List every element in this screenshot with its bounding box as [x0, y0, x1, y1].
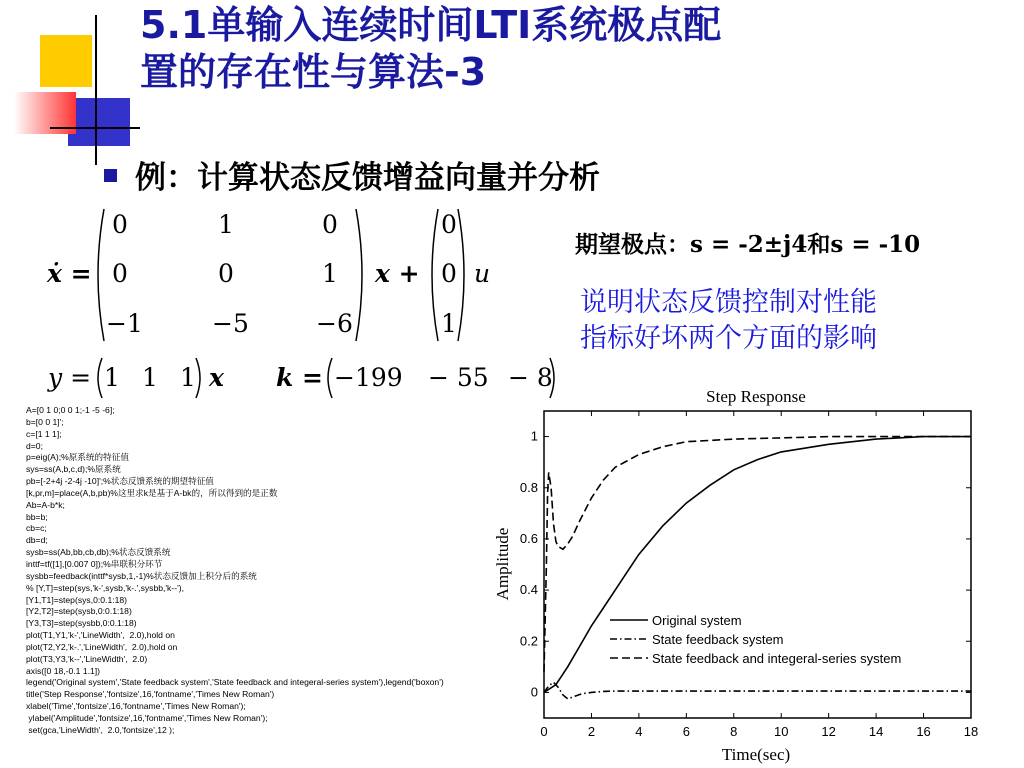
x-tick-label: 6 [682, 724, 690, 739]
code-line: [Y3,T3]=step(sysbb,0:0.1:18) [26, 618, 137, 629]
x-plus-label: x + [375, 259, 420, 288]
y-tick-label: 0.8 [519, 479, 538, 495]
code-line: A=[0 1 0;0 0 1;-1 -5 -6]; [26, 405, 115, 415]
B-vector-left-paren [424, 207, 440, 343]
code-line: plot(T1,Y1,'k-','LineWidth', 2.0),hold on [26, 630, 175, 641]
A-matrix-cell: 0 [112, 210, 128, 239]
code-line: bb=b; [26, 511, 48, 522]
x-tick-label: 18 [963, 724, 979, 739]
B-vector-cell: 0 [441, 210, 457, 239]
poles-label: 期望极点： [575, 232, 690, 258]
y-axis-label: Amplitude [493, 527, 512, 601]
code-line: p=eig(A);%原系统的特征值 [26, 452, 129, 463]
deco-blue-square [68, 98, 130, 146]
plot-area [544, 411, 971, 718]
y-tick-label: 0 [530, 684, 538, 700]
y-tick-label: 0.4 [519, 582, 538, 598]
K-vector-left-paren [322, 356, 334, 400]
bullet-text: 例：计算状态反馈增益向量并分析 [135, 160, 600, 196]
code-line: ylabel('Amplitude','fontsize',16,'fontname','Times New Roman'); [26, 712, 268, 723]
code-line: plot(T2,Y2,'k-.','LineWidth', 2.0),hold on [26, 641, 178, 652]
A-matrix-cell: −6 [316, 309, 353, 338]
x-tick-label: 2 [587, 724, 596, 739]
C-vector-cell: 1 [180, 363, 196, 392]
code-line: c=[1 1 1]; [26, 428, 62, 439]
A-matrix-cell: 0 [112, 259, 128, 288]
poles-expression: s = -2±j4和s = -10 [690, 231, 921, 258]
x-tick-label: 0 [540, 724, 548, 739]
slide-title [140, 2, 1020, 96]
plot-frame [544, 411, 971, 718]
code-line: inttf=tf([1],[0.007 0]);%串联积分环节 [26, 558, 163, 569]
code-line: title('Step Response','fontsize',16,'fontname','Times New Roman') [26, 689, 275, 700]
code-line: [k,pr,m]=place(A,b,pb)%这里求k是基于A-bk的，所以得到的是正数 [26, 487, 278, 498]
explanation-line-1: 说明状态反馈控制对性能 [580, 287, 877, 318]
A-matrix-right-paren [354, 207, 370, 343]
explanation-line-2: 指标好坏两个方面的影响 [580, 323, 877, 354]
K-vector-cell: − 8 [508, 363, 553, 392]
C-vector-cell: 1 [142, 363, 158, 392]
y-tick-label: 1 [530, 428, 538, 444]
A-matrix-left-paren [90, 207, 106, 343]
bullet-item [104, 152, 600, 197]
B-vector-cell: 1 [441, 309, 457, 338]
code-line: % [Y,T]=step(sys,'k-',sysb,'k-.',sysbb,'k--'), [26, 582, 184, 593]
bullet-square-icon [104, 169, 117, 182]
code-line: db=d; [26, 535, 48, 546]
code-line: pb=[-2+4j -2-4j -10]';%状态反馈系统的期望特征值 [26, 476, 214, 487]
C-vector-right-paren [194, 356, 206, 400]
code-line: b=[0 0 1]'; [26, 416, 64, 427]
K-vector-cell: −199 [334, 363, 403, 392]
code-line: sysb=ss(Ab,bb,cb,db);%状态反馈系统 [26, 547, 171, 558]
C-vector-left-paren [92, 356, 104, 400]
A-matrix-cell: 0 [218, 259, 234, 288]
A-matrix-cell: 1 [322, 259, 338, 288]
legend-label: State feedback and integeral-series system [652, 651, 902, 666]
code-line: plot(T3,Y3,'k--','LineWidth', 2.0) [26, 653, 148, 664]
x-tick-label: 10 [773, 724, 789, 739]
code-line: axis([0 18,-0.1 1.1]) [26, 665, 101, 676]
B-vector-right-paren [456, 207, 472, 343]
A-matrix-cell: 0 [322, 210, 338, 239]
y-tick-label: 0.6 [519, 530, 538, 546]
desired-poles [575, 226, 920, 259]
x-after-C: x [209, 363, 224, 392]
code-line: [Y1,T1]=step(sys,0:0.1:18) [26, 594, 128, 605]
legend-label: Original system [652, 613, 742, 628]
code-line: sys=ss(A,b,c,d);%原系统 [26, 464, 121, 475]
deco-yellow-square [40, 35, 92, 87]
u-label: u [474, 259, 491, 288]
code-line: set(gca,'LineWidth', 2.0,'fontsize',12 ); [26, 724, 175, 735]
A-matrix-cell: 1 [218, 210, 234, 239]
step-response-chart [490, 378, 1010, 768]
x-tick-label: 14 [868, 724, 884, 739]
x-tick-label: 8 [730, 724, 738, 739]
xdot-label: ẋ = [47, 259, 92, 288]
deco-vertical-line [95, 15, 97, 165]
k-label: k = [276, 363, 323, 392]
legend-label: State feedback system [652, 632, 784, 647]
code-line: d=0; [26, 440, 43, 451]
code-line: [Y2,T2]=step(sysb,0:0.1:18) [26, 606, 132, 617]
code-line: sysbb=feedback(inttf*sysb,1,-1)%状态反馈加上积分后的系统 [26, 570, 257, 581]
title-line-1: 5.1单输入连续时间LTI系统极点配 [140, 3, 722, 47]
explanation-text [580, 285, 877, 357]
x-tick-label: 12 [821, 724, 836, 739]
A-matrix-cell: −1 [106, 309, 143, 338]
A-matrix-cell: −5 [212, 309, 249, 338]
B-vector-cell: 0 [441, 259, 457, 288]
code-line: legend('Original system','State feedback system','State feedback and integeral-series system'),legend('boxon') [26, 677, 444, 688]
C-vector-cell: 1 [104, 363, 120, 392]
x-tick-label: 16 [916, 724, 931, 739]
K-vector-cell: − 55 [428, 363, 489, 392]
code-line: Ab=A-b*k; [26, 499, 65, 510]
code-line: xlabel('Time','fontsize',16,'fontname','Times New Roman'); [26, 701, 246, 712]
matlab-code-block [26, 405, 516, 737]
title-line-2: 置的存在性与算法-3 [140, 50, 487, 94]
deco-horizontal-line [50, 127, 140, 129]
y-tick-label: 0.2 [519, 633, 538, 649]
x-axis-label: Time(sec) [721, 745, 791, 764]
chart-title: Step Response [706, 387, 806, 406]
y-label: y = [48, 363, 92, 392]
code-line: cb=c; [26, 523, 47, 534]
x-tick-label: 4 [635, 724, 643, 739]
